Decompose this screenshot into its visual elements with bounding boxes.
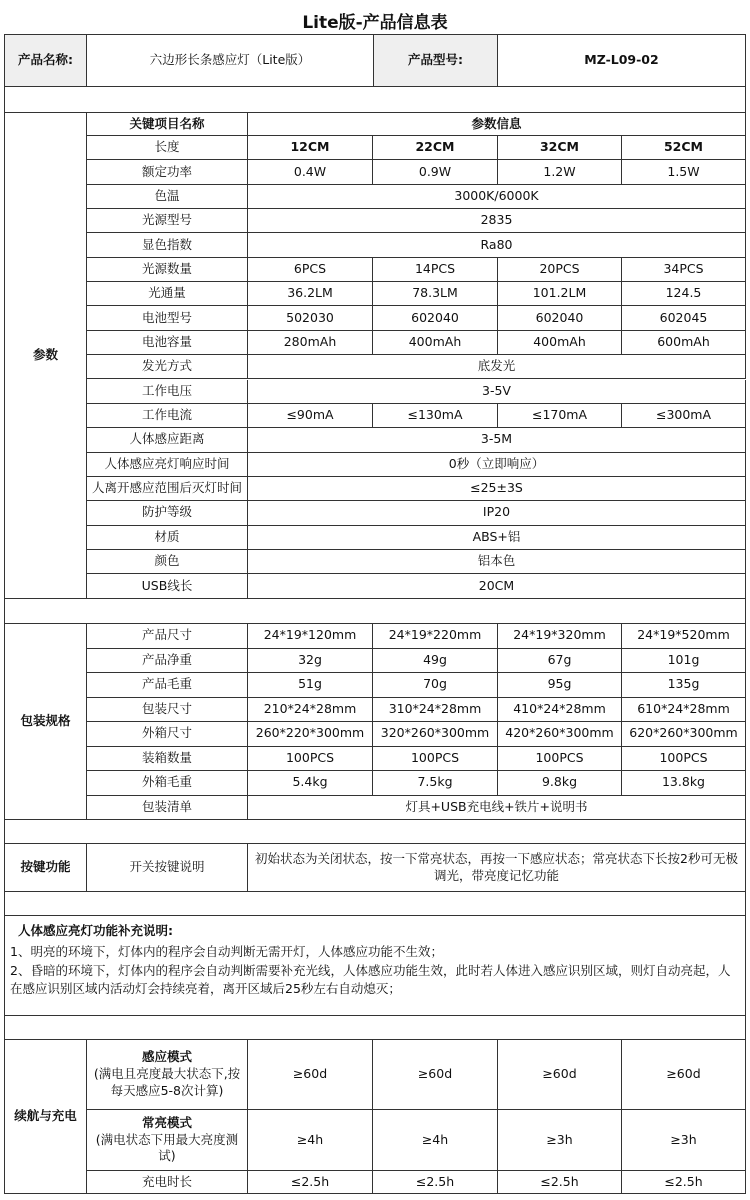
battery-value: ≤2.5h [373, 1171, 498, 1194]
product-info-sheet [4, 6, 746, 1194]
packaging-value: 24*19*520mm [622, 624, 746, 649]
param-label: 工作电压 [87, 380, 248, 404]
packaging-value: 9.8kg [498, 771, 622, 796]
param-label: 长度 [87, 136, 248, 160]
param-label: 电池型号 [87, 306, 248, 330]
param-value: 1.2W [498, 160, 622, 184]
param-value: 20CM [248, 574, 746, 598]
param-value: 101.2LM [498, 282, 622, 306]
spacer-row [4, 892, 746, 916]
battery-value: ≥60d [498, 1040, 622, 1110]
param-value: 502030 [248, 306, 373, 330]
spacer-row [4, 820, 746, 844]
param-value: 0.9W [373, 160, 498, 184]
params-header-item: 关键项目名称 [87, 113, 248, 136]
packaging-value: 100PCS [373, 747, 498, 772]
supplement-notes [4, 916, 746, 1016]
packaging-value: 70g [373, 673, 498, 698]
button-function-desc: 初始状态为关闭状态，按一下常亮状态，再按一下感应状态；常亮状态下长按2秒可无极调光，带亮度记忆功能 [248, 844, 746, 892]
param-value: 124.5 [622, 282, 746, 306]
param-value: ≤300mA [622, 404, 746, 428]
param-label: 工作电流 [87, 404, 248, 428]
packaging-section-label: 包装规格 [4, 624, 87, 820]
param-value: 34PCS [622, 258, 746, 282]
param-value: 2835 [248, 209, 746, 233]
sheet-title: Lite版-产品信息表 [302, 12, 448, 33]
param-label: 防护等级 [87, 501, 248, 525]
packaging-value: 210*24*28mm [248, 698, 373, 723]
param-value: 52CM [622, 136, 746, 160]
param-value: 3-5V [248, 380, 746, 404]
battery-value: ≥3h [622, 1110, 746, 1171]
param-value: 3-5M [248, 428, 746, 452]
param-value: Ra80 [248, 233, 746, 257]
param-label: 光源数量 [87, 258, 248, 282]
param-value: 32CM [498, 136, 622, 160]
param-value: 20PCS [498, 258, 622, 282]
packaging-value: 620*260*300mm [622, 722, 746, 747]
packaging-value: 101g [622, 649, 746, 674]
param-label: 颜色 [87, 550, 248, 574]
battery-mode-note: (满电且亮度最大状态下,按每天感应5-8次计算) [93, 1066, 241, 1098]
packaging-label: 包装尺寸 [87, 698, 248, 723]
packaging-value: 135g [622, 673, 746, 698]
packaging-value: 24*19*120mm [248, 624, 373, 649]
packaging-value: 32g [248, 649, 373, 674]
notes-line: 2、昏暗的环境下，灯体内的程序会自动判断需要补充光线，人体感应功能生效，此时若人体进入感应识别区域，则灯自动亮起，人在感应识别区域内活动灯会持续亮着，离开区域后25秒左右自动熄灭； [10, 962, 731, 997]
param-value: 0秒（立即响应） [248, 453, 746, 477]
battery-value: ≥3h [498, 1110, 622, 1171]
param-value: ≤170mA [498, 404, 622, 428]
packaging-value: 24*19*320mm [498, 624, 622, 649]
param-label: 显色指数 [87, 233, 248, 257]
packaging-value: 100PCS [498, 747, 622, 772]
battery-value: ≥60d [622, 1040, 746, 1110]
param-label: 电池容量 [87, 331, 248, 355]
packaging-label: 外箱毛重 [87, 771, 248, 796]
param-label: 人体感应距离 [87, 428, 248, 452]
packaging-value: 100PCS [248, 747, 373, 772]
param-value: 400mAh [498, 331, 622, 355]
param-label: 发光方式 [87, 355, 248, 379]
param-value: 602040 [373, 306, 498, 330]
spacer-row [4, 87, 746, 113]
param-value: 底发光 [248, 355, 746, 379]
packaging-value: 100PCS [622, 747, 746, 772]
packaging-label: 外箱尺寸 [87, 722, 248, 747]
button-function-label: 开关按键说明 [87, 844, 248, 892]
battery-section-label: 续航与充电 [4, 1040, 87, 1194]
battery-value: ≥60d [373, 1040, 498, 1110]
battery-value: ≥4h [248, 1110, 373, 1171]
param-label: 人离开感应范围后灭灯时间 [87, 477, 248, 501]
packaging-label: 包装清单 [87, 796, 248, 821]
packaging-value: 95g [498, 673, 622, 698]
battery-mode-label [87, 1110, 248, 1171]
param-value: 78.3LM [373, 282, 498, 306]
param-value: 36.2LM [248, 282, 373, 306]
packaging-value: 13.8kg [622, 771, 746, 796]
param-value: 6PCS [248, 258, 373, 282]
packaging-value: 5.4kg [248, 771, 373, 796]
spacer-row [4, 1016, 746, 1040]
params-section-label: 参数 [4, 113, 87, 599]
product-model-label: 产品型号: [374, 34, 498, 87]
battery-mode-name: 感应模式 [141, 1049, 192, 1065]
param-value: ABS+铝 [248, 526, 746, 550]
param-label: 额定功率 [87, 160, 248, 184]
packaging-value: 260*220*300mm [248, 722, 373, 747]
battery-value: ≤2.5h [248, 1171, 373, 1194]
battery-value: ≤2.5h [622, 1171, 746, 1194]
battery-mode-name: 常亮模式 [141, 1114, 192, 1130]
packaging-value: 310*24*28mm [373, 698, 498, 723]
packaging-value: 420*260*300mm [498, 722, 622, 747]
battery-value: ≤2.5h [498, 1171, 622, 1194]
param-value: ≤130mA [373, 404, 498, 428]
battery-value: ≥4h [373, 1110, 498, 1171]
param-value: 14PCS [373, 258, 498, 282]
packaging-value: 67g [498, 649, 622, 674]
param-value: 602040 [498, 306, 622, 330]
notes-line: 1、明亮的环境下，灯体内的程序会自动判断无需开灯，人体感应功能不生效； [10, 943, 443, 959]
packaging-value: 7.5kg [373, 771, 498, 796]
param-label: 色温 [87, 185, 248, 209]
param-value: ≤25±3S [248, 477, 746, 501]
packaging-value: 灯具+USB充电线+铁片+说明书 [248, 796, 746, 821]
packaging-label: 产品毛重 [87, 673, 248, 698]
button-section-label: 按键功能 [4, 844, 87, 892]
battery-mode-label [87, 1040, 248, 1110]
product-name-label: 产品名称: [4, 34, 87, 87]
param-value: 12CM [248, 136, 373, 160]
param-label: 光源型号 [87, 209, 248, 233]
product-model-value: MZ-L09-02 [498, 34, 746, 87]
param-value: ≤90mA [248, 404, 373, 428]
packaging-label: 装箱数量 [87, 747, 248, 772]
packaging-value: 49g [373, 649, 498, 674]
param-value: 铝本色 [248, 550, 746, 574]
battery-value: ≥60d [248, 1040, 373, 1110]
param-value: 602045 [622, 306, 746, 330]
packaging-label: 产品尺寸 [87, 624, 248, 649]
packaging-value: 320*260*300mm [373, 722, 498, 747]
notes-title: 人体感应亮灯功能补充说明: [18, 923, 173, 938]
packaging-value: 51g [248, 673, 373, 698]
packaging-value: 410*24*28mm [498, 698, 622, 723]
param-label: USB线长 [87, 574, 248, 598]
product-name-value: 六边形长条感应灯（Lite版） [87, 34, 374, 87]
param-value: 1.5W [622, 160, 746, 184]
param-value: 280mAh [248, 331, 373, 355]
param-label: 材质 [87, 526, 248, 550]
param-value: 0.4W [248, 160, 373, 184]
packaging-label: 产品净重 [87, 649, 248, 674]
param-value: 3000K/6000K [248, 185, 746, 209]
param-label: 人体感应亮灯响应时间 [87, 453, 248, 477]
param-value: 22CM [373, 136, 498, 160]
packaging-value: 610*24*28mm [622, 698, 746, 723]
spacer-row [4, 599, 746, 624]
param-value: IP20 [248, 501, 746, 525]
params-header-info: 参数信息 [248, 113, 746, 136]
param-value: 400mAh [373, 331, 498, 355]
param-label: 光通量 [87, 282, 248, 306]
battery-mode-note: (满电状态下用最大亮度测试) [95, 1131, 239, 1164]
param-value: 600mAh [622, 331, 746, 355]
packaging-value: 24*19*220mm [373, 624, 498, 649]
battery-label: 充电时长 [87, 1171, 248, 1194]
